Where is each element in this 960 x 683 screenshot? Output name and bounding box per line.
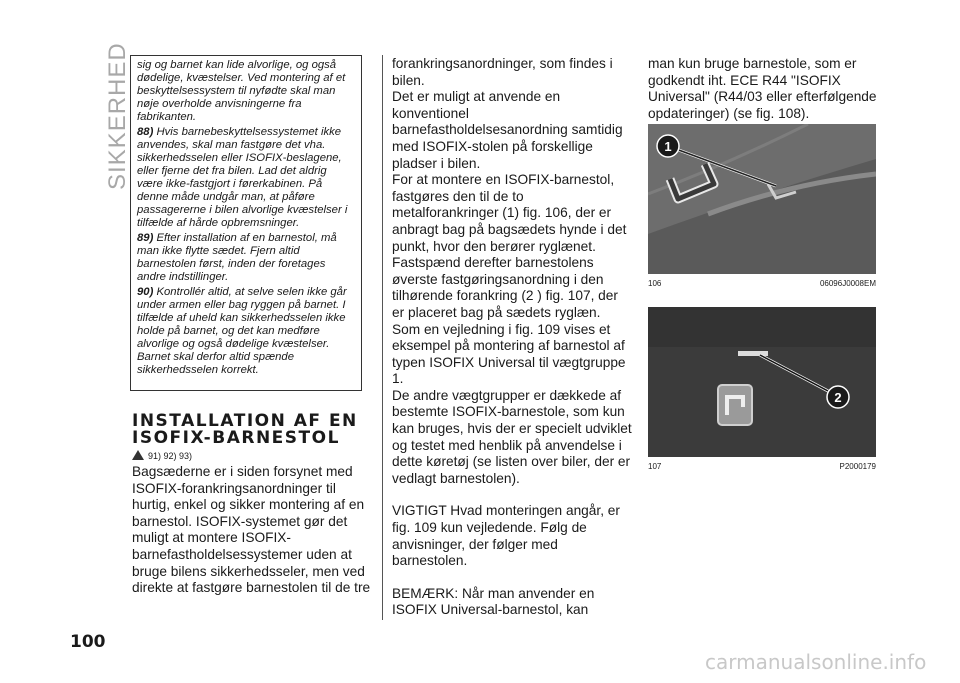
- warning-item-number: 90): [137, 286, 154, 298]
- warning-item-text: Hvis barnebeskyttelsessystemet ikke anvendes, skal man fastgøre det vha. sikkerhedsselen eller ISOFIX-beslagene, eller fjerne det fra bilen. Lad det aldrig være ikke-fastgjort i førerkabinen. På denne måde undgår man, at påføre passagererne i bilen alvorlige kvæstelser i tilfælde af hårde opbremsninger.: [137, 126, 348, 229]
- section-heading: INSTALLATION AF EN ISOFIX-BARNESTOL: [132, 411, 358, 448]
- warning-references: [132, 450, 192, 462]
- warning-triangle-icon: [132, 450, 144, 460]
- callout-2-label: 2: [834, 390, 842, 405]
- isofix-anchor-illustration: [648, 124, 876, 274]
- figure-106-caption: [648, 279, 876, 288]
- column-3: [648, 56, 880, 122]
- warning-item: [137, 126, 355, 230]
- paragraph: VIGTIGT Hvad monteringen angår, er fig. 109 kun vejledende. Følg de anvisninger, der følger med barnestolen.: [392, 503, 620, 569]
- figure-code: 06096J0008EM: [819, 279, 876, 288]
- paragraph: forankringsanordninger, som findes i bilen.: [392, 56, 613, 88]
- figure-107-image: [648, 307, 876, 457]
- paragraph: Det er muligt at anvende en konventionel barnefastholdelsesanordning samtidig med ISOFIX-stolen på forskellige pladser i bilen.: [392, 89, 623, 171]
- paragraph: For at montere en ISOFIX-barnestol, fastgøres den til de to metalforankringer (1) fig. 106, der er anbragt bag på bagsædets hynde i det punkt, hvor den berører ryglænet. Fastspænd derefter barnestolens øverste fastgøringsanordning i den tilhørende forankring (2 ) fig. 107, der er placeret bag på sædets ryglæn.: [392, 172, 627, 320]
- paragraph: Som en vejledning i fig. 109 vises et eksempel på montering af barnestol af typen ISOFIX Universal til vægtgruppe 1.: [392, 321, 626, 387]
- warning-item-text: Efter installation af en barnestol, må man ikke flytte sædet. Fjern altid barnestolen først, inden der foretages andre indstillinger.: [137, 232, 337, 283]
- warning-box: [130, 55, 362, 391]
- column-1: [132, 464, 372, 597]
- paragraph: Bagsæderne er i siden forsynet med ISOFIX-forankringsanordninger til hurtig, enkel og sikker montering af en barnestol. ISOFIX-systemet gør det muligt at montere ISOFIX-barnefastholdelsessystemer uden at bruge bilens sikkerhedsseler, men ved direkte at fastgøre barnestolen til de tre: [132, 464, 371, 596]
- paragraph: De andre vægtgrupper er dækkede af bestemte ISOFIX-barnestole, som kun kan bruges, hvis der er specielt udviklet og testet med henblik på anvendelse i dette køretøj (se listen over biler, der er vedlagt barnestolen).: [392, 387, 632, 486]
- figure-number: 107: [648, 462, 662, 471]
- top-tether-illustration: [648, 307, 876, 457]
- section-tab-label: SIKKERHED: [104, 42, 131, 190]
- watermark: carmanualsonline.info: [705, 650, 927, 674]
- section-tab: [78, 40, 131, 190]
- paragraph: man kun bruge barnestole, som er godkendt iht. ECE R44 "ISOFIX Universal" (R44/03 eller efterfølgende opdateringer) (se fig. 108).: [648, 56, 877, 121]
- callout-1-label: 1: [664, 139, 672, 154]
- warning-item-text: Kontrollér altid, at selve selen ikke går under armen eller bag ryggen på barnet. I tilfælde af uheld kan sikkerhedsselen ikke holde på barnet, og det kan medføre alvorlige og også dødelige kvæstelser. Barnet skal derfor altid spænde sikkerhedsselen korrekt.: [137, 286, 347, 376]
- figure-number: 106: [648, 279, 662, 288]
- figure-107-caption: [648, 462, 876, 471]
- figure-106-image: [648, 124, 876, 274]
- paragraph: BEMÆRK: Når man anvender en ISOFIX Universal-barnestol, kan: [392, 585, 595, 618]
- warning-item-number: 89): [137, 232, 154, 244]
- page-number: 100: [70, 632, 106, 652]
- warning-item: [137, 232, 355, 284]
- warning-refs-text: 91) 92) 93): [148, 451, 193, 461]
- warning-intro: sig og barnet kan lide alvorlige, og også dødelige, kvæstelser. Ved montering af et beskyttelsessystem til nyfødte skal man nøje overholde anvisningerne fra fabrikanten.: [137, 59, 346, 123]
- column-2: [392, 56, 632, 619]
- column-divider: [382, 55, 383, 620]
- figure-code: P2000179: [839, 462, 876, 471]
- warning-item-number: 88): [137, 126, 154, 138]
- warning-item: [137, 286, 355, 377]
